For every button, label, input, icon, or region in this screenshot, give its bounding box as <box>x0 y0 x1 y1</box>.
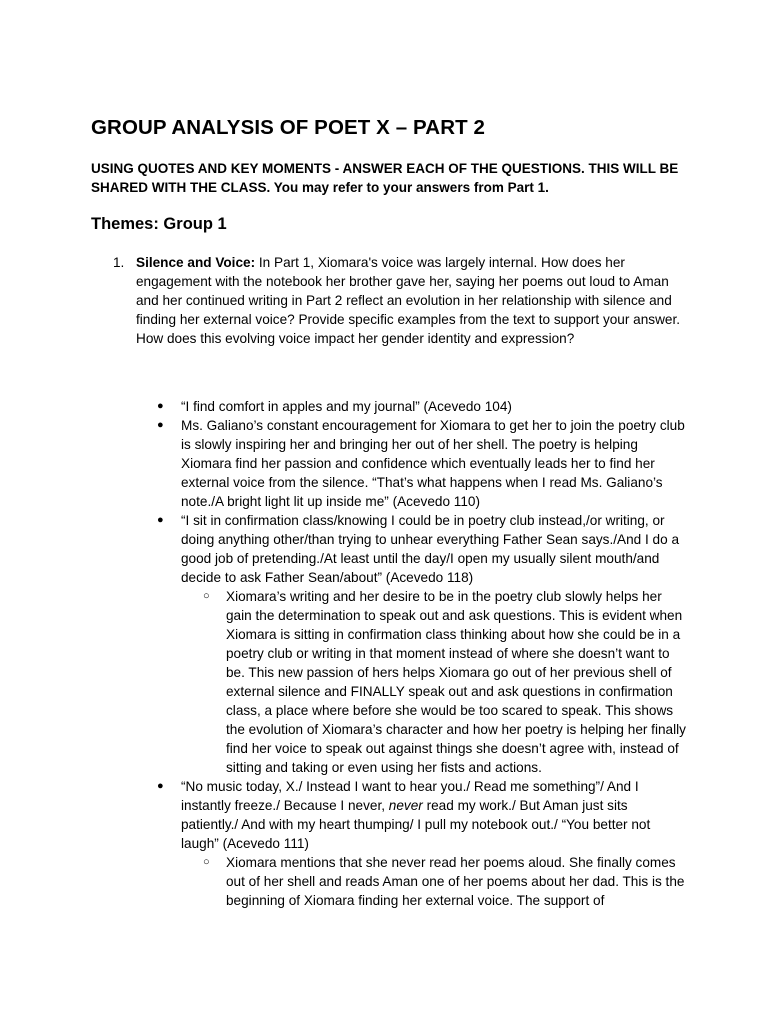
instructions-text: USING QUOTES AND KEY MOMENTS - ANSWER EACH OF THE QUESTIONS. THIS WILL BE SHARED WITH THE CLASS. You may refer to your answers from Part 1. <box>91 161 679 195</box>
bullet-icon: ● <box>157 514 164 526</box>
answer-text-part: read my work./ But Aman just sits patiently./ And with my heart thumping/ I pull my notebook out./ “You better not laugh” (Acevedo 111) <box>181 798 651 851</box>
sub-answer-text: Xiomara mentions that she never read her poems aloud. She finally comes out of her shell and reads Aman one of her poems about her dad. This is the beginning of Xiomara finding her external voice. The support of <box>226 855 685 908</box>
answer-list <box>157 397 687 910</box>
document-title: GROUP ANALYSIS OF POET X – PART 2 <box>91 116 486 139</box>
bullet-icon: ● <box>157 780 164 792</box>
answer-emphasis: never <box>388 798 423 813</box>
answer-text-part: “No music today, X./ Instead I want to hear you./ Read me something”/ And I instantly freeze./ Because I never, <box>181 779 639 813</box>
answer-item-1 <box>157 397 687 416</box>
bullet-icon: ● <box>157 419 164 431</box>
bullet-icon: ● <box>157 400 164 412</box>
question-number: 1. <box>113 255 125 270</box>
sub-answer-list <box>181 853 687 910</box>
answer-text: “I sit in confirmation class/knowing I could be in poetry club instead,/or writing, or doing anything other/than trying to unhear everything Father Sean says./And I do a good job of pretending./At least until the day/I open my usually silent mouth/and decide to ask Father Sean/about” (Acevedo 118) <box>181 513 680 585</box>
question-text: In Part 1, Xiomara's voice was largely internal. How does her engagement with the notebook her brother gave her, saying her poems out loud to Aman and her continued writing in Part 2 reflect an evolution in her relationship with silence and finding her external voice? Provide specific examples from the text to support your answer. How does this evolving voice impact her gender identity and expression? <box>136 255 681 346</box>
sub-answer-text: Xiomara’s writing and her desire to be in the poetry club slowly helps her gain the determination to speak out and ask questions. This is evident when Xiomara is sitting in confirmation class thinking about how she could be in a poetry club or writing in that moment instead of where she doesn’t want to be. This new passion of hers helps Xiomara go out of her previous shell of external silence and FINALLY speak out and ask questions in confirmation class, a place where before she would be too scared to speak. This shows the evolution of Xiomara’s character and how her poetry is helping her finally find her voice to speak out against things she doesn’t agree with, instead of sitting and taking or even using her fists and actions. <box>226 589 686 775</box>
section-heading: Themes: Group 1 <box>91 215 227 233</box>
sub-answer-item <box>181 853 687 910</box>
answer-text: “I find comfort in apples and my journal” (Acevedo 104) <box>181 399 512 414</box>
answer-item-4 <box>157 777 687 910</box>
answer-item-2 <box>157 416 687 511</box>
question-1 <box>113 253 683 348</box>
hollow-bullet-icon: ○ <box>203 590 210 602</box>
sub-answer-item <box>181 587 687 777</box>
hollow-bullet-icon: ○ <box>203 856 210 868</box>
question-body <box>136 253 683 348</box>
answer-text <box>181 779 650 851</box>
question-label: Silence and Voice: <box>136 255 256 270</box>
answer-item-3 <box>157 511 687 777</box>
sub-answer-list <box>181 587 687 777</box>
answer-text: Ms. Galiano’s constant encouragement for Xiomara to get her to join the poetry club is slowly inspiring her and bringing her out of her shell. The poetry is helping Xiomara find her passion and confidence which eventually leads her to find her external voice from the silence. “That’s what happens when I read Ms. Galiano’s note./A bright light lit up inside me” (Acevedo 110) <box>181 418 685 509</box>
